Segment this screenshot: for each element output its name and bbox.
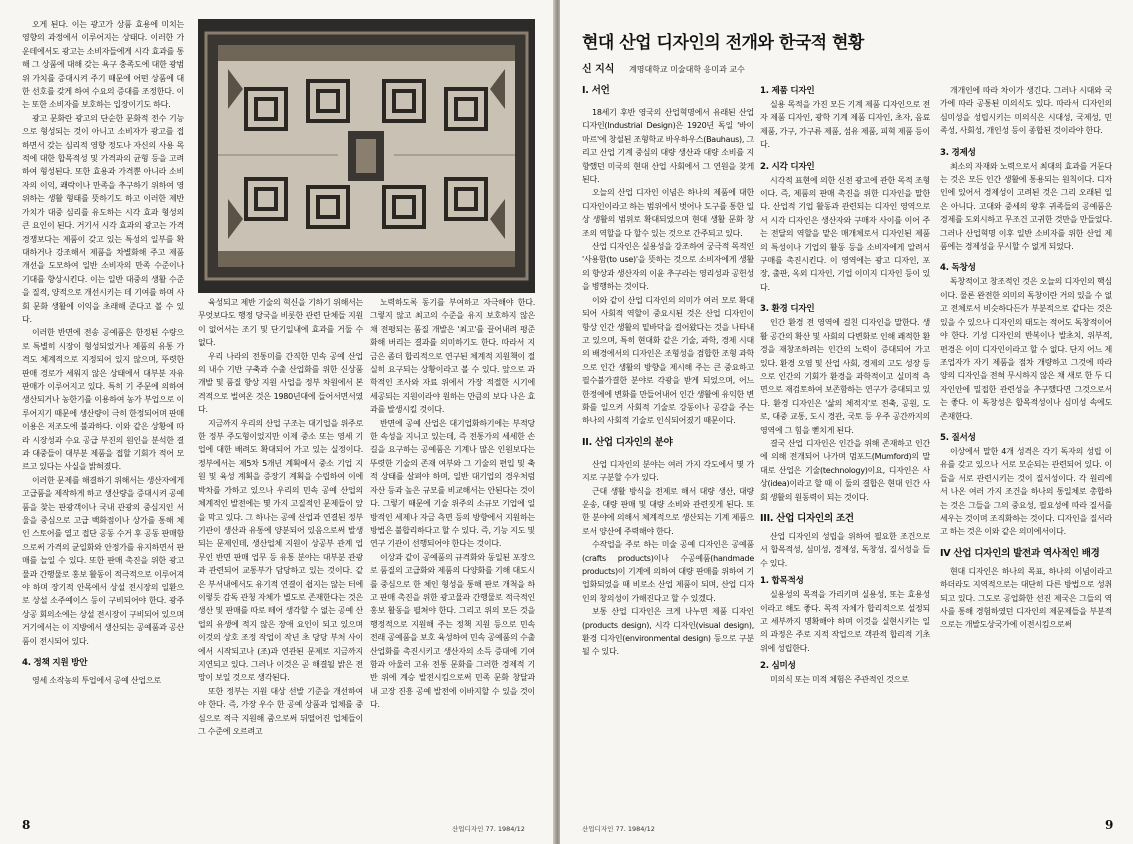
paragraph: 산업 디자인은 실용성을 강조하여 궁극적 목적인 '사용함(to use)'을 뜻하는 것으로 소비자에게 생활의 향상과 생산자의 이윤 추구라는 영리성과 공헌성을 병행하는 것이다.: [582, 242, 754, 292]
right-page: [560, 0, 1133, 844]
paragraph: 노력하도록 동기를 부여하고 자극해야 한다. 그렇지 않고 최고의 수준을 유지 보호하지 않은 채 전평되는 품질 개발은 '최고'를 끌어내려 평준화해 버리는 결과를 의미하기도 한다. 따라서 지금은 좀더 합리적으로 연구된 체계적 지원책이 절실히 요구되는 상황이라고 볼 수 있다. 앞으로 과학적인 조사와 자료 위에서 가장 적절한 시기에 세공되는 지원이라야 원하는 만큼의 보다 나은 효과를 발생시킬 것이다.: [370, 298, 535, 415]
subsection-heading: 1. 합목적성: [760, 576, 804, 587]
paragraph: 또한 정부는 지원 대상 선발 기준을 개선하여야 한다. 즉, 가장 우수 한 공예 상품과 업체를 중심으로 적극 지원해 줌으로써 뒤떨어진 업체들이 그 수준에 오르려고: [198, 686, 363, 736]
section-heading: I. 서언: [582, 85, 610, 96]
page-number: 8: [22, 818, 31, 832]
paragraph: 이상에서 말한 4개 성격은 각기 독자의 성립 이유를 갖고 있으나 서로 모순되는 관련되어 있다. 이들을 서로 관련시키는 것이 질서성이다. 각 원리에서 나온 여러 가지 조건을 하나의 통일체로 총합하는 것은 그들을 그의 중요성, 필요성에 따라 질서를 세우는 것이며 조직화하는 것이다. 디자인을 질서라고 하는 것은 이와 같은 의미에서이다.: [940, 446, 1112, 537]
paragraph: 보통 산업 디자인은 크게 나누면 제품 디자인(products design), 시각 디자인(visual design), 환경 디자인(environmental design) 등으로 구분될 수 있다.: [582, 607, 754, 657]
right-column-1: [582, 84, 754, 818]
author-affiliation: 계명대학교 미술대학 응미과 교수: [629, 65, 745, 74]
section-heading: 4. 정책 지원 방안: [22, 658, 88, 669]
paragraph: 이러한 문제를 해결하기 위해서는 생산자에게 고급품을 제작하게 하고 생산량을 증대시켜 공예품을 찾는 판광객이나 국내 관광의 중심지인 서울을 중심으로 고급 백화점이나 상가를 통해 체인 스토어를 열고 접단 공동 수거 후 공동 판매함으로써 가격의 균일화와 안정가를 유지하면서 판매를 늘일 수 있다. 또한 판매 촉진을 위한 광고물과 간행물로 홍보 활동이 적극적으로 이루어져야 하며 장기적 안목에서 상설 전시장의 일환으로 상설 소주예이스 등이 구비되어야 한다. 광주 상공 회의소에는 상설 전시장이 구비되어 있으며 거기에서는 이 지방에서 생산되는 공예품과 공산품이 전시되어 있다.: [22, 475, 184, 646]
paragraph: 오게 된다. 이는 광고가 상품 효용에 미치는 영향의 과정에서 이루어지는 상태다. 이러한 가운데에서도 광고는 소비자들에게 시각 효과를 통해 그 상품에 대해 갖는 욕구 충족도에 대한 광범위 가치를 증대시켜 주기 때문에 어떤 상품에 대한 선호를 갖게 하여 수요의 증대를 조정한다. 이는 또한 소비자를 보호하는 입장이기도 하다.: [22, 20, 184, 110]
article-title: 현대 산업 디자인의 전개와 한국적 현황: [582, 33, 864, 53]
paragraph: 영세 소작농의 투업에서 공예 산업으로: [32, 676, 161, 686]
paragraph: 미의식 또는 미적 체험은 주관적인 것으로: [770, 675, 909, 685]
paragraph: 최소의 자재와 노력으로서 최대의 효과를 거둔다는 것은 모든 인간 생활에 통용되는 원칙이다. 디자인에 있어서 경제성이 고려된 것은 그리 오래된 일은 아니다. 고대와 중세의 왕후 귀족들의 공예품은 경제를 도외시하고 무조건 고귀한 것만을 만들었다. 그러나 산업혁명 이후 일반 소비자를 위한 산업 제품에는 경제성을 무시할 수 없게 되었다.: [940, 161, 1112, 252]
left-page: [0, 0, 555, 844]
paragraph: 실용 목적을 가진 모든 기계 제품 디자인으로 전자 제품 디자인, 광학 기계 제품 디자인, 초자, 음료 제품, 가구, 가구류 제품, 섬유 제품, 피혁 제품 등이다.: [760, 100, 930, 150]
paragraph: 이러한 반면에 전송 공예품은 한정된 수량으로 특별히 시장이 형성되었거나 제품의 유통 가격도 체계적으로 지정되어 있지 않으며, 뚜렷한 판매 경로가 세워지 않은 상태에서 대부분 자유 판매가 이루어지고 있다. 특히 기 주문에 의하여 생산되거나 농한기를 이용하여 농가 부업으로 이루어지기 때문에 생산량이 극히 한정되어며 판매 이용은 저조도에 불과하다. 이와 같은 상황에 따라 시장성과 수요 공급 부진의 원인을 분석한 결과 대중들이 대부분 제품을 접할 기회가 적어 모르고 있다는 사실을 밝혀졌다.: [22, 328, 184, 472]
left-column-3: [370, 296, 535, 818]
paragraph: 실용성의 목적을 가리키며 실용성, 또는 효용성이라고 해도 좋다. 목적 자체가 합리적으로 설정되고 세부까지 명확해야 하며 이것을 실현시키는 일의 과정은 주로 지적 작업으로 객관적 합리적 기초 위에 성립한다.: [760, 590, 930, 653]
paragraph: 이와 같이 산업 디자인의 의미가 여러 모로 확대되어 사회적 역할이 중요시된 것은 산업 디자인이 항상 인간 생활의 밑바닥을 걸어왔다는 것을 나타내고 있으며, 특히 현대화 같은 기술, 과학, 경제 시대의 배경에서의 디자인은 조형성을 겸합한 조형 과학으로 인간 생활의 방향을 제시해 주는 큰 중요하고 필수불가결한 분야로 각광을 받게 되었으며, 어느 한정에에 변화를 만들어내어 인간 생활에 유익한 변화를 일으켜 사회적 기술로 강동이나 공감을 주는 하나의 사회적 기술로 인식되어졌기 때문이다.: [582, 295, 754, 426]
paragraph: 산업 디자인의 성립을 위하여 필요한 조건으로서 합목적성, 심미성, 경제성, 독창성, 질서성을 들 수 있다.: [760, 531, 930, 568]
page-number: 9: [1105, 818, 1114, 832]
section-heading: III. 산업 디자인의 조건: [760, 512, 854, 524]
left-column-1: [22, 18, 184, 818]
paragraph: 결국 산업 디자인은 인간을 위해 존재하고 인간에 의해 전개되어 나가며 멈포드(Mumford)의 말대로 산업은 기술(technology)이요, 디자인은 사상(idea)이라고 할 때 이 둘의 결합은 현대 인간 사회 생활의 원동력이 되는 것이다.: [760, 438, 930, 502]
subsection-heading: 2. 시각 디자인: [760, 161, 815, 172]
section-heading: IV 산업 디자인의 발전과 역사적인 배경: [940, 547, 1100, 559]
paragraph: 시각적 표현에 의한 신전 광고에 관한 목적 조형이다. 즉, 제품의 판매 촉진을 위한 디자인을 말한다. 산업적 기업 활동과 관련되는 디자인 영역으로서 시각 디자인은 생산자와 구매자 사이를 이어 주는 전달의 역할을 맡은 매개체로서 디자인된 제품의 특성이나 기업의 활동 등을 소비자에게 알려서 구매를 촉진시킨다. 이 영역에는 광고 디자인, 포장, 출판, 옥외 디자인, 기업 이미지 디자인 등이 있다.: [760, 175, 930, 292]
subsection-heading: 2. 심미성: [760, 661, 796, 672]
paragraph: 인간 환경 전 영역에 걸친 디자인을 말한다. 생활 공간의 확산 및 사회의 다변화로 인해 쾌적한 환경을 재창조하려는 인간의 노력이 증대되어 가고 있다. 환경 오염 및 산업 사회, 경제의 고도 성장 등으로 인간의 기회가 환경을 과학적이고 실미적 측면으로 재검토하여 보존함하는 연구가 증대되고 있다. 환경 디자인은 '삶의 체적지'로 전축, 공원, 도로, 대중 교통, 도시 경관, 국토 등 우주 공간까지의 영역에 그 힘을 뻗치게 된다.: [760, 318, 930, 435]
paragraph: 우리 나라의 전통미를 간직한 민속 공예 산업의 내수 기반 구축과 수출 산업화를 위한 신상품 개발 및 품질 향상 지원 사업을 정부 차원에서 본격적으로 벌여온 것은 1980년대에 들어서면서였다.: [198, 351, 363, 415]
byline: [582, 60, 745, 75]
paragraph: 이상과 같이 공예품의 규격화와 동일된 포장으로 품질의 고급화와 제품의 다양화를 기해 대도시를 중심으로 한 체인 형성을 통해 판로 개척을 하고 판매 촉진을 위한 광고물과 간행물로 적극적인 홍보 활동을 펼쳐야 한다. 그리고 위의 모든 것을 행정적으로 지원해 주는 정책 지원 등으로 민속 전래 공예품을 보호 육성하여 민속 공예품의 수출 산업화를 촉진시키고 생산자의 소득 증대에 기여함과 아울러 고유 전통 문화를 그러한 경제적 기반 위에 계승 발전시킴으로써 민족 문화 창달과 내 고장 진흥 공예 발전에 이바지할 수 있을 것이다.: [370, 552, 535, 710]
folio: 산업디자인 77. 1984/12: [582, 825, 655, 833]
textile-photograph: [198, 19, 535, 293]
right-column-2: [760, 84, 930, 818]
paragraph: 현대 디자인은 하나의 목표, 하나의 이념이라고 하더라도 지역적으로는 대단히 다른 방법으로 성취되고 있다. 그도로 공업화한 선진 제국은 그들의 역사를 통해 경험하였던 디자인의 제문제들을 부분적으로는 개발도상국가에 이전시킴으로써: [940, 566, 1112, 630]
paragraph: 광고 문화란 광고의 단순한 문화적 전수 기능으로 형성되는 것이 아니고 소비자가 광고를 접하면서 갖는 심리적 영향 정도나 자신의 사용 목적에 대한 합목적성 및 가격과의 균형 등을 고려하여 형성된다. 또한 효용과 가격뿐 아니라 소비자의 이익, 쾌락이나 만족을 추구하기 위하여 영위하는 생활 형태를 뜻하기도 하고 이러한 제반 가치가 대중 심리를 유도하는 시각 효과 형성의 큰 요인이 된다. 거기서 시각 효과의 광고는 가격 경쟁보다는 제품이 갖고 있는 특성의 일부를 확대하거나 강조해서 제품을 차별화해 주고 제품 개선을 도모하여 일반 소비자의 만족 수준이나 기대를 향상시킨다. 이는 일반 대중의 생활 수준을 질적, 양적으로 개선시키는 데 기여를 하며 사회 문화 생활에 이익을 초래해 준다고 볼 수 있다.: [22, 113, 184, 324]
paragraph: 오늘의 산업 디자인 이념은 하나의 제품에 대한 디자인이라고 하는 범위에서 벗어나 도구를 통한 일상 생활의 범위로 확대되었으며 현대 생활 문화 창조의 역할을 다 할수 있는 것으로 간주되고 있다.: [582, 188, 754, 238]
subsection-heading: 4. 독창성: [940, 263, 976, 274]
subsection-heading: 3. 환경 디자인: [760, 304, 815, 315]
folio: 산업디자인 77. 1984/12: [452, 825, 525, 833]
paragraph: 지금까지 우리의 산업 구조는 대기업을 위주로 한 정부 주도형이었지만 이제 중소 또는 영세 기업에 대한 배려도 확대되어 가고 있는 실정이다. 정부에서는 제5차 5개년 계획에서 중소 기업 지원 및 육성 계획을 증장기 계획을 수립하여 이에 박차를 가하고 있으나 우리의 민속 공예 산업의 체계적인 발전에는 몇 가지 고질적인 문제들이 앞을 막고 있다. 그 하나는 공예 산업과 연결된 정부 기관이 생산과 유통에 양분되어 있음으로써 발생되는 문제인데, 생산업체 지원이 상공부 관계 업무인 반면 판매 업무 등 유통 분야는 대부분 관광과 관련되어 교통부가 담당하고 있는 것이다. 같은 부서내에서도 유기적 연결이 쉽지는 않는 터에 이렇듯 감독 관청 자체가 별도로 존재한다는 것은 생산 및 판매를 따로 떼어 생각할 수 없는 공예 산업의 유생에 적지 않은 장애 요인이 되고 있으며 이것의 상호 조정 작업이 작년 초 당당 부처 사이에서 시작되고나 (조)과 연관된 문제로 지금까지 지연되고 있다. 그러나 이것은 곧 해결될 밝은 전망이 보일 것으로 생각된다.: [198, 418, 363, 683]
paragraph: 근대 생활 방식을 전제로 해서 대량 생산, 대량 운송, 대량 판매 및 대량 소비와 관련짓게 된다. 또한 분야에 의해서 체계적으로 생산되는 기계 제품으로서 양산에 주력해야 한다.: [582, 486, 754, 536]
section-heading: II. 산업 디자인의 분야: [582, 436, 673, 448]
paragraph: 수작업을 주로 하는 미술 공예 디자인은 공예품(crafts products)이나 수공예품(handmade products)이 기계에 의하여 대량 판매를 위하여 기업화되었을 때 비로소 산업 제품이 되며, 산업 디자인의 창의성이 가해진다고 할 수 있겠다.: [582, 540, 754, 603]
paragraph: 개개인에 따라 차이가 생긴다. 그러나 시대와 국가에 따라 공통된 미의식도 있다. 따라서 디자인의 심미성을 성립시키는 미의식은 시대성, 국제성, 민족성, 사회성, 개인성 등이 종합된 것이라야 한다.: [940, 86, 1112, 136]
author-name: 신 지식: [582, 64, 615, 75]
subsection-heading: 5. 질서성: [940, 432, 976, 443]
paragraph: 산업 디자인의 분야는 여러 가지 각도에서 몇 가지로 구분할 수가 있다.: [582, 459, 754, 483]
paragraph: 18세기 후반 영국의 산업혁명에서 유래된 산업 디자인(Industrial Design)은 1920년 독일 '바이마르'에 창설된 조형학교 바우하우스(Bauhaus), 그리고 산업 기계 중심의 대량 생산과 대량 소비를 지향했던 미국의 현대 산업 사회에서 그 연원을 찾게 된다.: [582, 108, 754, 185]
subsection-heading: 1. 제품 디자인: [760, 86, 815, 96]
textile-illustration: [198, 19, 535, 293]
left-column-2: [198, 296, 363, 818]
subsection-heading: 3. 경제성: [940, 147, 976, 158]
paragraph: 독창적이고 창조적인 것은 오늘의 디자인의 핵심이다. 물론 완전한 의미의 독창이란 거의 있을 수 없고 전체로서 비슷하다든가 부분적으로 같다는 것은 있을 수 있으나 디자인의 태도는 적어도 독창적이어야 한다. 기성 디자인의 반복이나 발초치, 위부적, 편경은 이미 디자인이라고 할 수 없다. 단지 어느 제조업자가 자기 제품을 점차 개량하고 그것에 따라 양의 디자인을 전혀 무시하지 않은 채 새로 한 두 디자인안에 밀접한 관련성을 추구했다면 그것으로서는 좋다. 이 독창성은 합목적성이나 심미성 속에도 존재한다.: [940, 277, 1112, 421]
paragraph: 육성되고 제반 기술의 혁신을 기하기 위해서는 무엇보다도 행정 당국을 비롯한 관련 단체들 지원이 없어서는 조기 및 단기일내에 효과를 거둘 수 없다.: [198, 298, 363, 348]
right-column-3: [940, 84, 1112, 818]
paragraph: 반면에 공예 산업은 대기업화하기에는 부적당한 속성을 지니고 있는데, 즉 전통가의 세세한 손길을 요구하는 공예품은 기계나 많은 인원보다는 뚜렷한 기술의 존재 여부와 그 기술의 편입 및 축적 상태를 살펴야 하며, 일반 대기업의 경우처럼 자산 등과 높은 규모를 비교해서는 안된다는 것이다. 그렇기 때문에 기술 위주의 소규모 기업에 일방적인 세제나 자금 측면 등의 방향에서 지원하는 방법은 불합리하다고 할 수 있다. 즉, 기능 지도 및 연구 기관이 선행되어야 한다는 것이다.: [370, 418, 535, 549]
